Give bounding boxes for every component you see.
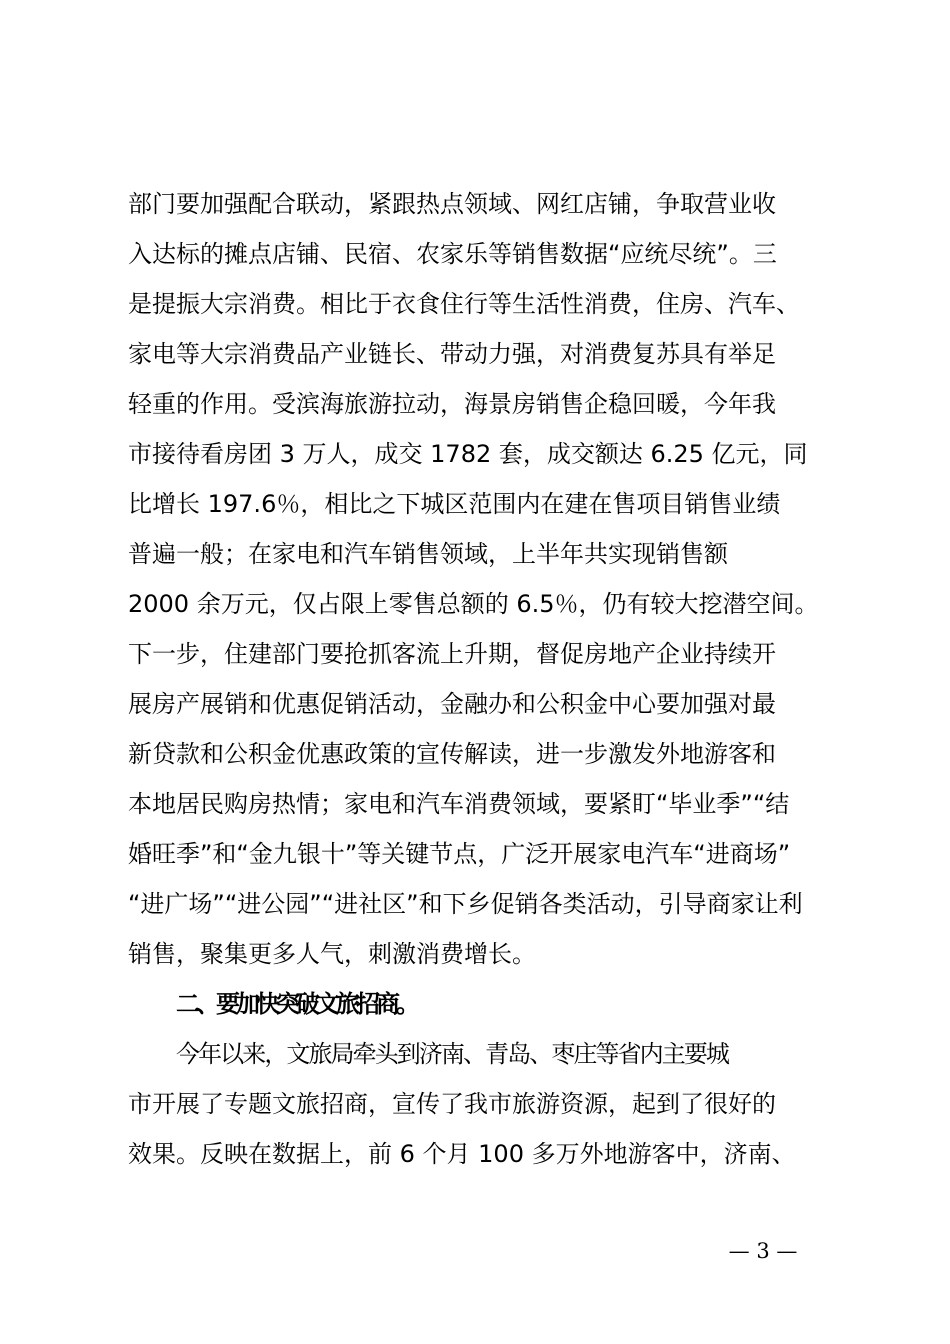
text-line: 是提振大宗消费。相比于衣食住行等生活性消费，住房、汽车、	[128, 290, 800, 318]
text-line: 比增长 197.6％，相比之下城区范围内在建在售项目销售业绩	[128, 490, 781, 518]
text-line: “进广场”“进公园”“进社区”和下乡促销各类活动，引导商家让利	[128, 890, 803, 918]
text-line: 销售，聚集更多人气，刺激消费增长。	[128, 940, 536, 968]
text-line: 本地居民购房热情；家电和汽车消费领域，要紧盯“毕业季”“结	[128, 790, 790, 818]
section-heading: 二、要加快突破文旅招商。	[176, 990, 416, 1018]
page-number: — 3 —	[728, 1239, 798, 1263]
text-line: 市开展了专题文旅招商，宣传了我市旅游资源，起到了很好的	[128, 1090, 776, 1118]
text-line: 效果。反映在数据上，前 6 个月 100 多万外地游客中，济南、	[128, 1140, 796, 1168]
text-line: 入达标的摊点店铺、民宿、农家乐等销售数据“应统尽统”。三	[128, 240, 777, 268]
text-line: 部门要加强配合联动，紧跟热点领域、网红店铺，争取营业收	[128, 190, 776, 218]
text-line: 今年以来，文旅局牵头到济南、青岛、枣庄等省内主要城	[176, 1040, 728, 1068]
text-line: 轻重的作用。受滨海旅游拉动，海景房销售企稳回暖，今年我	[128, 390, 776, 418]
text-line: 下一步，住建部门要抢抓客流上升期，督促房地产企业持续开	[128, 640, 776, 668]
text-line: 婚旺季”和“金九银十”等关键节点，广泛开展家电汽车“进商场”	[128, 840, 791, 868]
text-line: 市接待看房团 3 万人，成交 1782 套，成交额达 6.25 亿元，同	[128, 440, 808, 468]
text-line: 展房产展销和优惠促销活动，金融办和公积金中心要加强对最	[128, 690, 776, 718]
text-line: 普遍一般；在家电和汽车销售领域，上半年共实现销售额	[128, 540, 728, 568]
text-line: 家电等大宗消费品产业链长、带动力强，对消费复苏具有举足	[128, 340, 776, 368]
text-line: 新贷款和公积金优惠政策的宣传解读，进一步激发外地游客和	[128, 740, 776, 768]
text-line: 2000 余万元，仅占限上零售总额的 6.5％，仍有较大挖潜空间。	[128, 590, 819, 618]
